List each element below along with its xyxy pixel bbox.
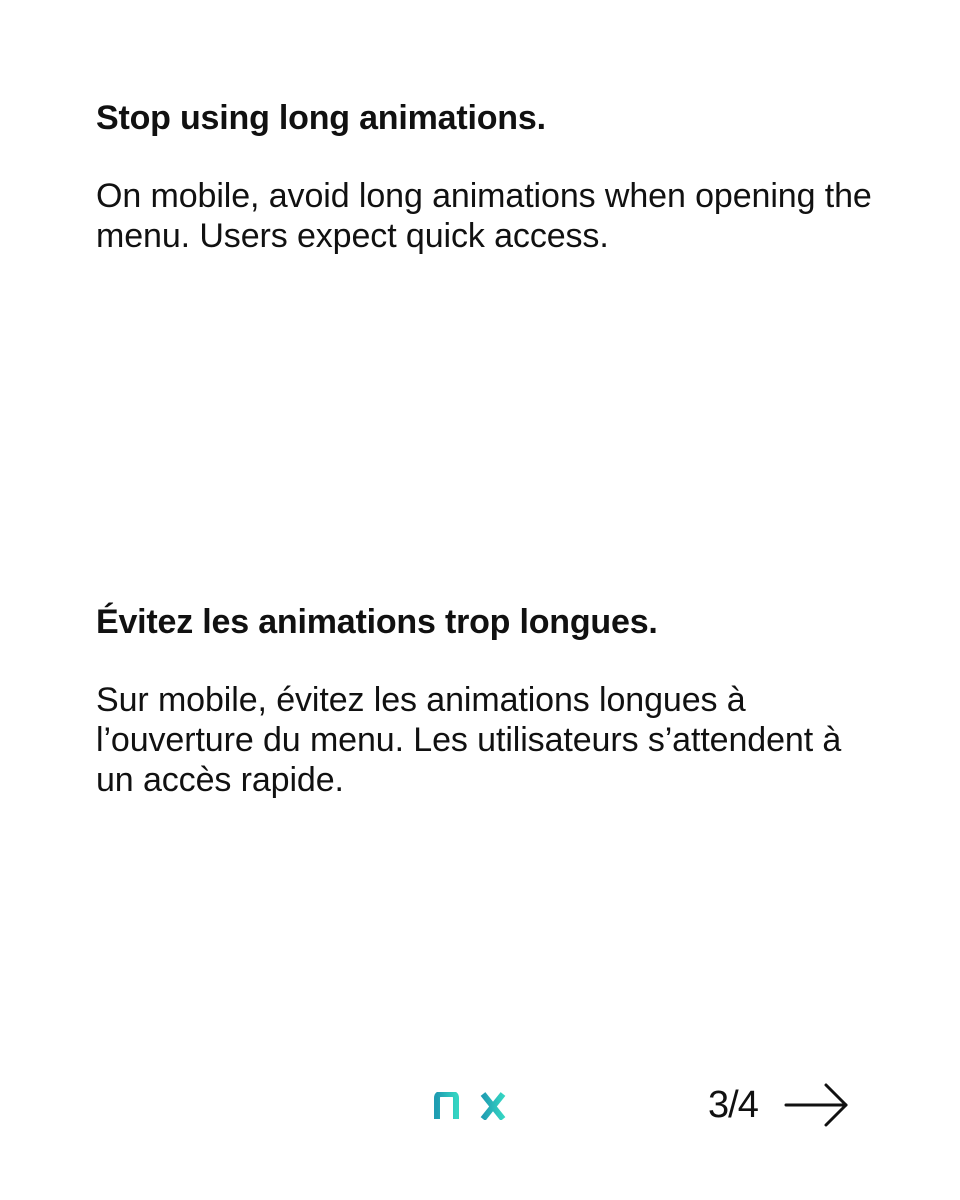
french-section bbox=[96, 600, 876, 800]
french-body: Sur mobile, évitez les animations longues à l’ouverture du menu. Les utilisateurs s’attendent à un accès rapide. bbox=[96, 681, 842, 799]
english-heading: Stop using long animations. bbox=[96, 99, 546, 137]
logo-mark-icon bbox=[434, 1092, 528, 1120]
next-page-button[interactable] bbox=[708, 1080, 850, 1130]
nixi-logo bbox=[434, 1092, 528, 1120]
arrow-right-icon[interactable] bbox=[784, 1082, 850, 1128]
english-section bbox=[96, 96, 876, 256]
page-indicator: 3/4 bbox=[708, 1084, 758, 1126]
english-body: On mobile, avoid long animations when opening the menu. Users expect quick access. bbox=[96, 177, 872, 255]
french-heading: Évitez les animations trop longues. bbox=[96, 603, 658, 641]
footer bbox=[0, 1070, 960, 1140]
logo-text bbox=[434, 1092, 435, 1093]
